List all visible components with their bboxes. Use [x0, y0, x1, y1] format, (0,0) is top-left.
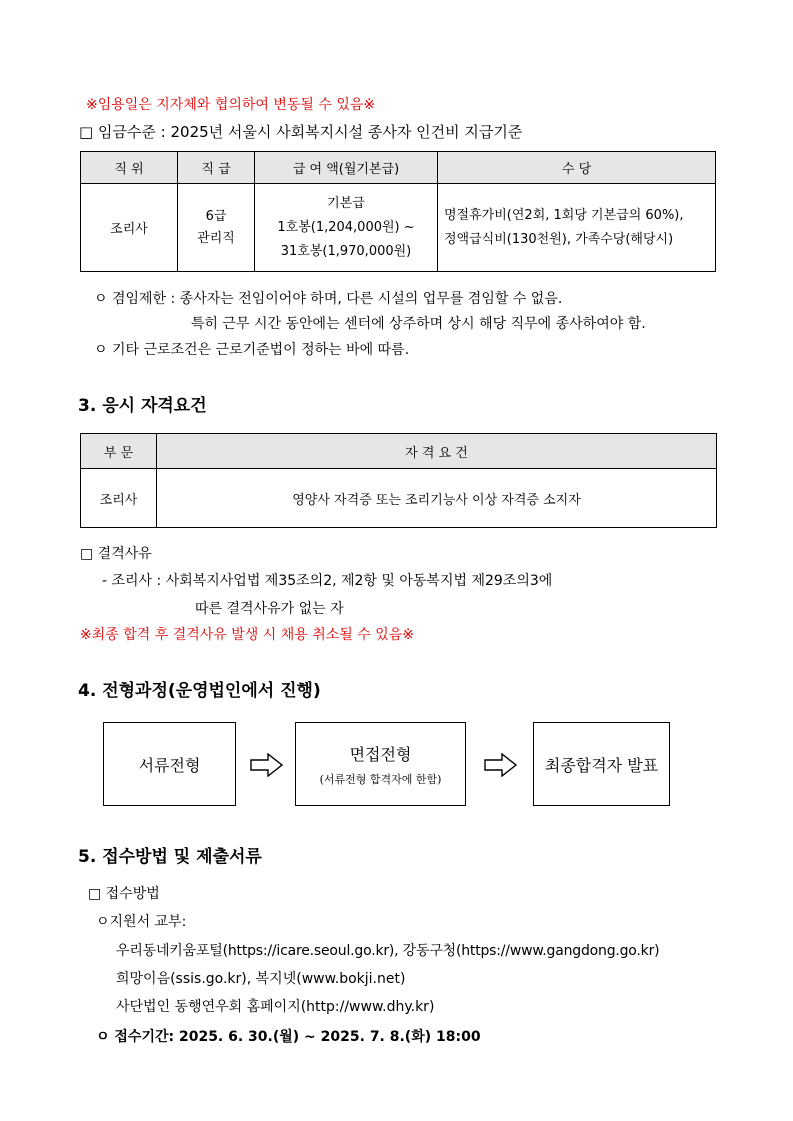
header-salary: 급 여 액(월기본급)	[255, 152, 438, 184]
salary-line: 1호봉(1,204,000원) ~	[277, 219, 415, 235]
site-list-line: 희망이음(ssis.go.kr), 복지넷(www.bokji.net)	[116, 971, 406, 987]
position-cell: 조리사	[81, 184, 178, 272]
qualification-table	[80, 433, 717, 528]
section5-title: 5. 접수방법 및 제출서류	[78, 847, 262, 867]
section3-title: 3. 응시 자격요건	[78, 396, 207, 416]
form-distribution-title: ㅇ지원서 교부:	[96, 914, 187, 930]
step-interview	[295, 722, 466, 806]
appointment-notice: ※임용일은 지자체와 협의하여 변동될 수 있음※	[86, 97, 376, 113]
table-row	[81, 184, 716, 272]
application-period: ㅇ 접수기간: 2025. 6. 30.(월) ~ 2025. 7. 8.(화) 18:00	[96, 1029, 481, 1045]
disqualification-title: □ 결격사유	[80, 546, 152, 562]
method-title: □ 접수방법	[88, 886, 160, 902]
requirement-cell: 영양사 자격증 또는 조리기능사 이상 자격증 소지자	[157, 469, 717, 528]
site-list-line: 사단법인 동행연우회 홈페이지(http://www.dhy.kr)	[116, 999, 435, 1015]
allowance-cell	[438, 184, 716, 272]
salary-line: 31호봉(1,970,000원)	[280, 243, 412, 259]
grade-cell	[178, 184, 255, 272]
step-label: 면접전형	[349, 744, 412, 764]
qualification-header	[81, 434, 717, 469]
dept-cell: 조리사	[81, 469, 157, 528]
other-conditions: ㅇ 기타 근로조건은 근로기준법이 정하는 바에 따름.	[94, 342, 410, 358]
header-grade: 직 급	[178, 152, 255, 184]
header-position: 직 위	[81, 152, 178, 184]
dual-job-limit: ㅇ 겸임제한 : 종사자는 전임이어야 하며, 다른 시설의 업무를 겸임할 수 없음.	[94, 291, 563, 307]
section4-title: 4. 전형과정(운영법인에서 진행)	[78, 681, 321, 701]
disqualification-line: - 조리사 : 사회복지사업법 제35조의2, 제2항 및 아동복지법 제29조의3에	[102, 573, 553, 589]
arrow-right-icon	[250, 753, 284, 777]
pay-table	[80, 151, 716, 272]
step-note: (서류전형 합격자에 한함)	[319, 772, 442, 786]
grade-line: 6급	[205, 208, 227, 224]
arrow-right-icon	[484, 753, 518, 777]
allowance-line: 명절휴가비(연2회, 1회당 기본급의 60%),	[444, 207, 684, 223]
salary-line: 기본급	[327, 195, 365, 211]
wage-standard: □ 임금수준 : 2025년 서울시 사회복지시설 종사자 인건비 지급기준	[79, 123, 523, 141]
allowance-line: 정액급식비(130천원), 가족수당(해당시)	[444, 231, 674, 247]
table-row	[81, 469, 717, 528]
disqualification-line: 따른 결격사유가 없는 자	[195, 601, 344, 617]
site-list-line: 우리동네키움포털(https://icare.seoul.go.kr), 강동구청(https://www.gangdong.go.kr)	[116, 943, 660, 959]
grade-line: 관리직	[197, 230, 235, 246]
step-label: 서류전형	[138, 755, 201, 775]
step-final-announcement	[533, 722, 670, 806]
header-requirement: 자 격 요 건	[157, 434, 717, 469]
salary-cell	[255, 184, 438, 272]
pay-table-header	[81, 152, 716, 184]
dual-job-limit-detail: 특히 근무 시간 동안에는 센터에 상주하며 상시 해당 직무에 종사하여야 함.	[191, 316, 646, 332]
cancellation-notice: ※최종 합격 후 결격사유 발생 시 채용 취소될 수 있음※	[80, 627, 414, 643]
step-document-screening	[103, 722, 236, 806]
step-label: 최종합격자 발표	[544, 755, 659, 775]
header-allowance: 수 당	[438, 152, 716, 184]
header-dept: 부 문	[81, 434, 157, 469]
